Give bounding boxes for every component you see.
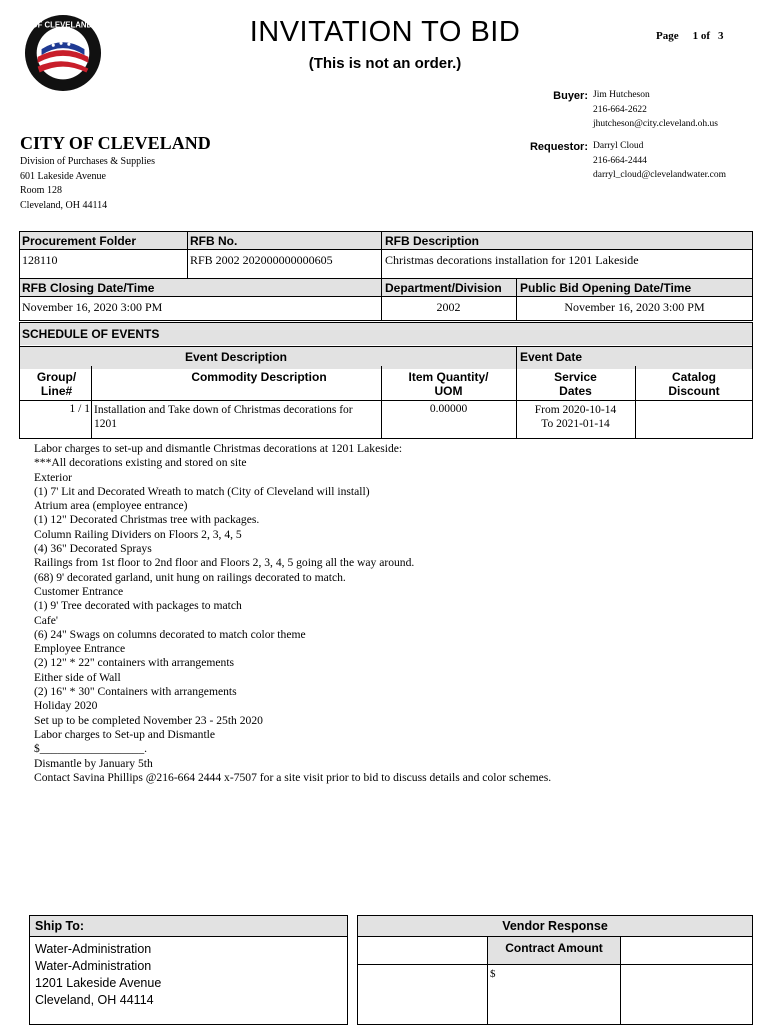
body-line: Contact Savina Phillips @216-664 2444 x-7507 for a site visit prior to bid to discuss details and color schemes.: [34, 770, 552, 784]
rfb-closing-value: November 16, 2020 3:00 PM: [22, 300, 163, 314]
bid-opening-label: Public Bid Opening Date/Time: [520, 281, 692, 295]
body-line: Atrium area (employee entrance): [34, 499, 188, 513]
row-desc-line-2: 1201: [94, 418, 117, 430]
rfb-no-label: RFB No.: [190, 234, 238, 248]
body-line: Dismantle by January 5th: [34, 756, 153, 770]
city-address-line: Cleveland, OH 44114: [20, 200, 108, 212]
buyer-phone: 216-664-2622: [593, 104, 647, 115]
department-value: 2002: [436, 300, 461, 314]
city-address-line: 601 Lakeside Avenue: [20, 170, 106, 182]
event-description-header: Event Description: [184, 350, 288, 364]
city-seal-logo: [11, 14, 115, 92]
procurement-folder-value: 128110: [22, 253, 58, 267]
body-line: Customer Entrance: [34, 584, 124, 598]
col-commodity: Commodity Description: [191, 370, 327, 384]
body-line: Railings from 1st floor to 2nd floor and Floors 2, 3, 4, 5 going all the way around.: [34, 556, 415, 570]
col-quantity-2: UOM: [434, 384, 463, 398]
row-service-dates: [516, 403, 635, 431]
requestor-email: darryl_cloud@clevelandwater.com: [593, 170, 726, 180]
body-line: (1) 7' Lit and Decorated Wreath to match (City of Cleveland will install): [34, 484, 370, 498]
page-subtitle: (This is not an order.): [308, 55, 462, 72]
row-line-number: 1 / 1: [69, 403, 90, 415]
body-line: (2) 12" * 22" containers with arrangements: [34, 656, 235, 670]
body-line: Employee Entrance: [34, 642, 126, 656]
body-line: Cafe': [34, 613, 58, 627]
requestor-phone: 216-664-2444: [593, 155, 647, 166]
rfb-description-label: RFB Description: [385, 234, 480, 248]
requestor-name: Darryl Cloud: [593, 141, 644, 151]
col-catalog-discount: [635, 370, 753, 398]
body-line: (68) 9' decorated garland, unit hung on railings decorated to match.: [34, 570, 346, 584]
row-quantity: 0.00000: [429, 403, 468, 415]
bid-opening-value: November 16, 2020 3:00 PM: [564, 300, 705, 314]
col-service-1: Service: [554, 370, 597, 384]
body-line: (4) 36" Decorated Sprays: [34, 542, 152, 556]
body-line: ***All decorations existing and stored on site: [34, 456, 247, 470]
city-name: CITY OF CLEVELAND: [20, 133, 211, 153]
ship-to-label: Ship To:: [35, 919, 85, 933]
body-line: (6) 24" Swags on columns decorated to match color theme: [34, 627, 306, 641]
event-date-header: Event Date: [520, 350, 583, 364]
city-address-line: Room 128: [20, 185, 62, 197]
body-line: Column Railing Dividers on Floors 2, 3, 4, 5: [34, 527, 242, 541]
vendor-response-label: Vendor Response: [502, 919, 608, 933]
page-current: 1 of: [692, 30, 711, 42]
contract-amount-label: Contract Amount: [505, 941, 603, 955]
schedule-title: SCHEDULE OF EVENTS: [22, 327, 160, 341]
buyer-email: jhutcheson@city.cleveland.oh.us: [593, 119, 719, 129]
rfb-closing-label: RFB Closing Date/Time: [22, 281, 155, 295]
scope-of-work-text: [34, 442, 754, 785]
buyer-info: [593, 88, 718, 132]
col-group-line-1: Group/: [36, 370, 77, 384]
rfb-no-value: RFB 2002 202000000000605: [190, 253, 333, 267]
body-line: Set up to be completed November 23 - 25th 2020: [34, 713, 263, 727]
city-address: [20, 155, 155, 214]
city-address-line: Division of Purchases & Supplies: [20, 156, 155, 167]
ship-to-line: Water-Administration: [35, 942, 152, 956]
col-quantity: [381, 370, 516, 398]
ship-to-line: Cleveland, OH 44114: [35, 993, 154, 1007]
body-line: Labor charges to set-up and dismantle Christmas decorations at 1201 Lakeside:: [34, 442, 403, 455]
col-catalog-2: Discount: [668, 384, 720, 398]
body-line: (1) 9' Tree decorated with packages to match: [34, 599, 242, 613]
page-title: INVITATION TO BID: [249, 16, 521, 48]
body-line: $__________________.: [34, 742, 148, 756]
row-service-from: From 2020-10-14: [534, 404, 617, 416]
ship-to-address: [35, 941, 161, 1009]
row-commodity-description: [94, 403, 380, 431]
body-line: Holiday 2020: [34, 699, 98, 713]
body-line: Labor charges to Set-up and Dismantle: [34, 727, 216, 741]
requestor-label: Requestor:: [529, 141, 588, 153]
body-line: (1) 12" Decorated Christmas tree with packages.: [34, 513, 260, 527]
col-group-line: [22, 370, 91, 398]
buyer-name: Jim Hutcheson: [593, 90, 650, 100]
body-line: Either side of Wall: [34, 670, 121, 684]
col-service-2: Dates: [559, 384, 592, 398]
contract-amount-field[interactable]: $: [490, 968, 496, 980]
col-quantity-1: Item Quantity/: [408, 370, 489, 384]
rfb-description-value: Christmas decorations installation for 1201 Lakeside: [385, 253, 639, 267]
ship-to-line: Water-Administration: [35, 959, 152, 973]
page-total: 3: [718, 30, 724, 42]
page-indicator: [656, 30, 738, 42]
buyer-label: Buyer:: [553, 90, 588, 102]
body-line: Exterior: [34, 470, 72, 484]
requestor-info: [593, 139, 726, 183]
ship-to-line: 1201 Lakeside Avenue: [35, 976, 162, 990]
seal-text: CITY OF CLEVELAND OHIO: [11, 20, 115, 30]
page-label: Page: [656, 30, 679, 42]
procurement-folder-label: Procurement Folder: [22, 234, 137, 248]
col-group-line-2: Line#: [40, 384, 73, 398]
row-desc-line-1: Installation and Take down of Christmas decorations for: [94, 404, 353, 416]
department-label: Department/Division: [385, 281, 502, 295]
col-service-dates: [516, 370, 635, 398]
row-service-to: To 2021-01-14: [541, 418, 610, 430]
body-line: (2) 16" * 30" Containers with arrangements: [34, 685, 237, 699]
col-catalog-1: Catalog: [671, 370, 716, 384]
